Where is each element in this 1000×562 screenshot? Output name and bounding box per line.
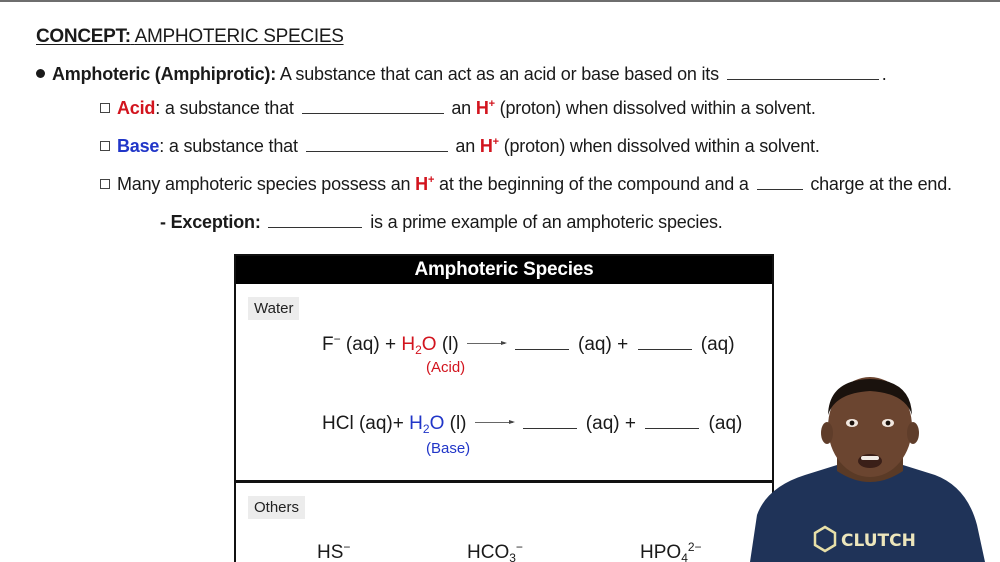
an-text: an [455, 136, 476, 156]
acid-bullet [100, 98, 816, 119]
definition-line [36, 64, 887, 85]
checkbox-icon [100, 103, 110, 113]
base-role-label: (Base) [426, 440, 471, 457]
base-rest: (proton) when dissolved within a solvent. [503, 136, 820, 156]
exception-label: - Exception: [160, 212, 261, 232]
an-text: an [451, 98, 471, 118]
period: . [881, 64, 887, 84]
product-blank[interactable] [638, 336, 692, 350]
acid-role-label: (Acid) [426, 359, 466, 376]
water-base: $H_2O$ [409, 413, 445, 436]
table-title: Amphoteric Species [236, 256, 772, 284]
base-blank[interactable] [306, 138, 448, 152]
species-bullet [100, 174, 952, 195]
definition-term: Amphoteric (Amphiprotic): [52, 64, 276, 84]
product-blank[interactable] [515, 336, 569, 350]
species-hs: HS− [317, 540, 351, 562]
presenter-figure [745, 375, 1000, 562]
hcl-equation: HCl $(aq)+ H_2O$ (l) (aq) + (aq) [322, 413, 743, 436]
species-hpo4: $HPO_4^{2-}$ [640, 540, 702, 562]
reaction-arrow-icon [475, 422, 513, 423]
species-hco3: $HCO_3^-$ [467, 540, 523, 562]
product-blank[interactable] [645, 415, 699, 429]
charge-blank[interactable] [757, 176, 803, 190]
exception-rest: is a prime example of an amphoteric species. [370, 212, 723, 232]
bullet-dot-icon [36, 69, 45, 78]
water-tag: Water [248, 297, 299, 320]
base-bullet [100, 136, 820, 157]
acid-label: Acid [117, 98, 156, 118]
concept-prefix: CONCEPT: [36, 26, 131, 47]
species-text: Many amphoteric species possess an [117, 174, 411, 194]
exception-line [160, 212, 723, 233]
definition-blank[interactable] [727, 66, 879, 80]
concept-heading [36, 26, 344, 48]
shirt-logo-text: CLUTCH [841, 531, 916, 551]
colon: : [159, 136, 165, 156]
concept-title: AMPHOTERIC SPECIES [134, 26, 344, 47]
product-blank[interactable] [523, 415, 577, 429]
definition-text: A substance that can act as an acid or base based on its [279, 64, 719, 84]
reaction-arrow-icon [467, 343, 505, 344]
colon: : [155, 98, 161, 118]
checkbox-icon [100, 179, 110, 189]
h-ion: H+ [475, 98, 495, 118]
h-ion: H+ [415, 174, 435, 194]
water-acid: $H_2O$ [401, 334, 437, 357]
exception-blank[interactable] [268, 214, 362, 228]
acid-blank[interactable] [302, 100, 444, 114]
presenter-video [745, 375, 1000, 562]
checkbox-icon [100, 141, 110, 151]
amphoteric-species-table [234, 254, 774, 562]
section-divider [236, 480, 772, 483]
others-tag: Others [248, 496, 305, 519]
base-label: Base [117, 136, 160, 156]
acid-text: a substance that [164, 98, 294, 118]
h-ion: H+ [479, 136, 499, 156]
base-text: a substance that [168, 136, 298, 156]
top-border [0, 0, 1000, 2]
acid-rest: (proton) when dissolved within a solvent. [499, 98, 816, 118]
species-middle: at the beginning of the compound and a [439, 174, 749, 194]
fluoride-equation: F− $(aq) + H_2O$ (l) (aq) + (aq) [322, 332, 735, 357]
species-rest: charge at the end. [810, 174, 952, 194]
